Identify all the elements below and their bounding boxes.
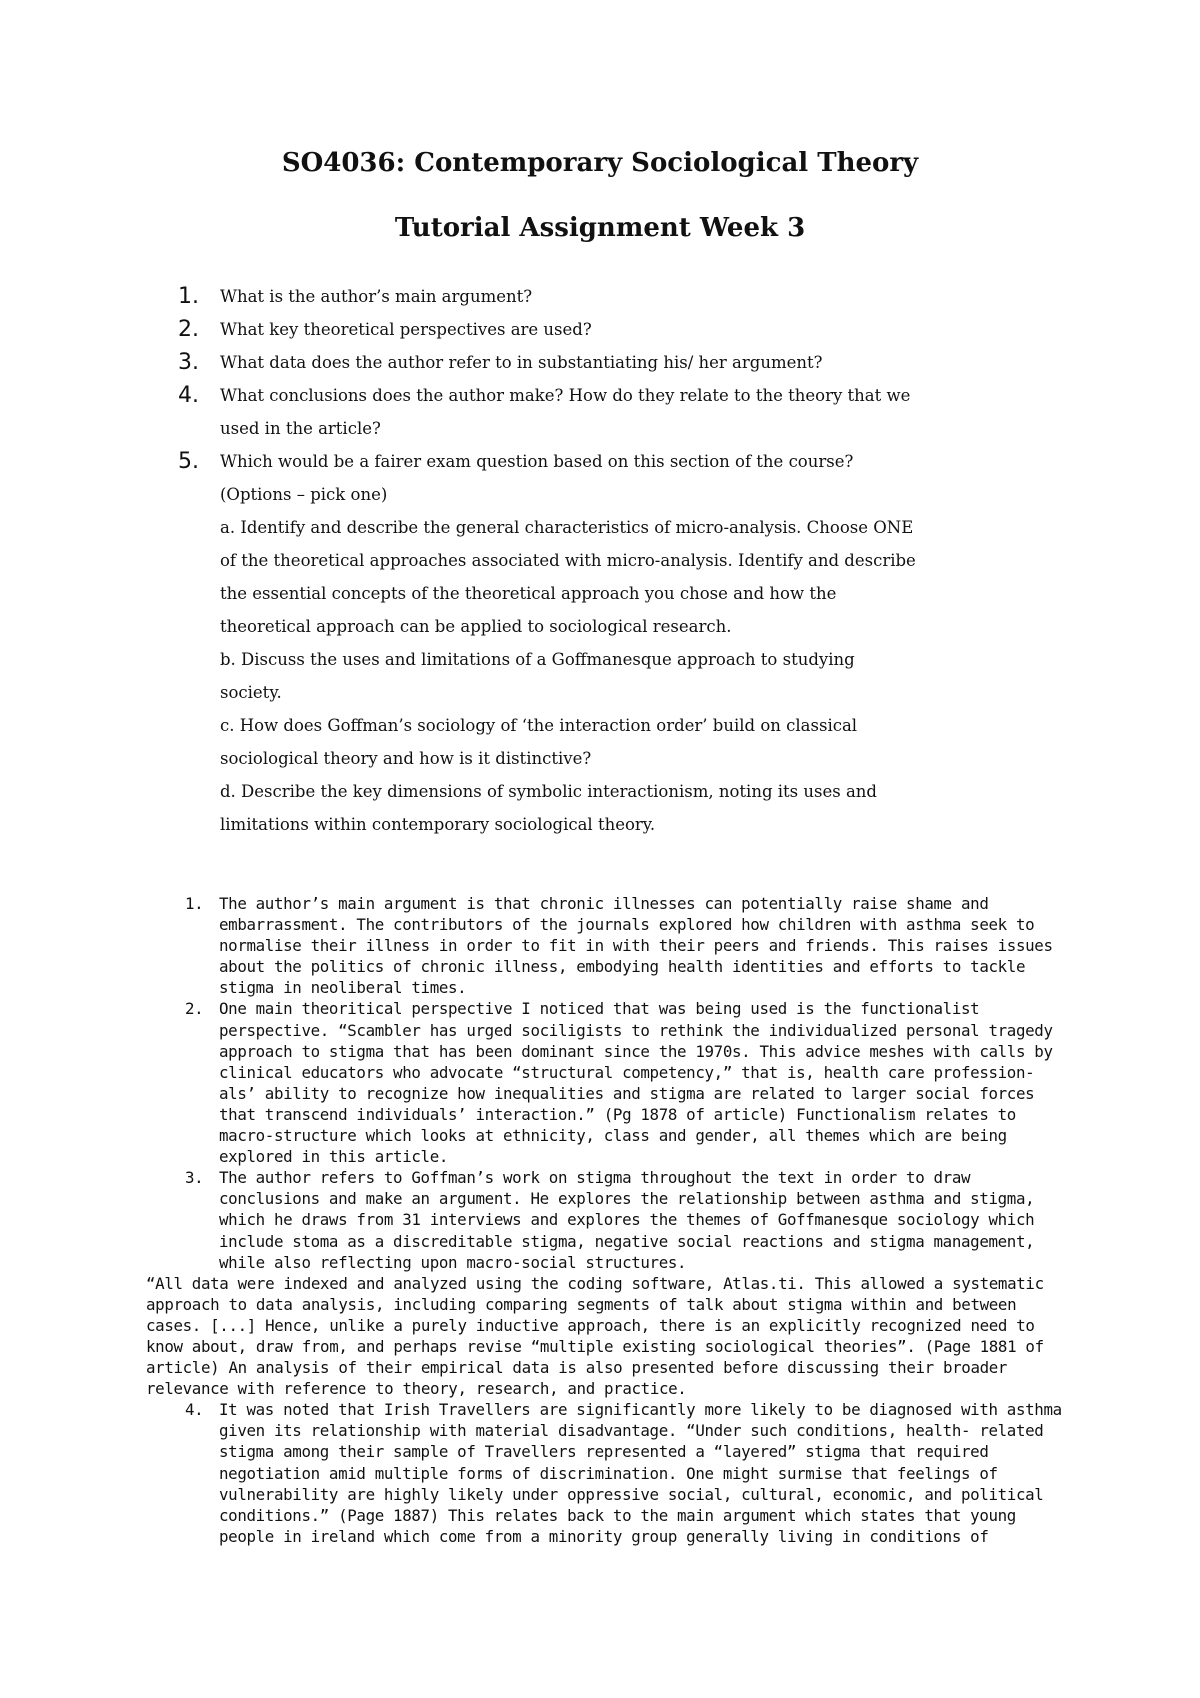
question-item bbox=[178, 280, 978, 313]
question-number: 1. bbox=[178, 284, 199, 309]
options-intro: (Options – pick one) bbox=[220, 485, 388, 504]
answer-text: The author’s main argument is that chronic illnesses can potentially raise shame and embarrassment. The contributors of the journals explored how children with asthma seek to normalise their illness in order to fit in with their peers and friends. This raises issues about the politics of chronic illness, embodying health identities and efforts to tackle stigma in neoliberal times. bbox=[219, 894, 1053, 998]
answer-list bbox=[146, 893, 1076, 1547]
answer-item bbox=[146, 998, 1076, 1167]
answer-number: 3. bbox=[185, 1168, 204, 1188]
question-item bbox=[178, 346, 978, 379]
question-text: Which would be a fairer exam question based on this section of the course? bbox=[220, 452, 854, 471]
question-item bbox=[178, 379, 930, 445]
question-text: What conclusions does the author make? How do they relate to the theory that we used in the article? bbox=[220, 386, 911, 438]
question-item bbox=[178, 445, 978, 478]
question-list bbox=[178, 280, 978, 841]
question-text: What data does the author refer to in substantiating his/ her argument? bbox=[220, 353, 823, 372]
answer-number: 4. bbox=[185, 1400, 204, 1420]
question-text: What key theoretical perspectives are used? bbox=[220, 320, 592, 339]
answer-item bbox=[146, 1399, 1076, 1547]
option-b: b. Discuss the uses and limitations of a Goffmanesque approach to studying society. bbox=[220, 650, 855, 702]
option-a: a. Identify and describe the general characteristics of micro-analysis. Choose ONE of the theoretical approaches associated with micro-analysis. Identify and describe the essential concepts of the theoretical approach you chose and how the theoretical approach can be applied to sociological research. bbox=[220, 518, 916, 636]
course-title: SO4036: Contemporary Sociological Theory bbox=[281, 148, 919, 178]
question-item bbox=[178, 313, 978, 346]
answer-number: 2. bbox=[185, 999, 204, 1019]
question-number: 5. bbox=[178, 449, 199, 474]
answer-item bbox=[146, 1167, 1076, 1272]
option-d: d. Describe the key dimensions of symbolic interactionism, noting its uses and limitations within contemporary sociological theory. bbox=[220, 782, 877, 834]
answer-3-quote: “All data were indexed and analyzed using the coding software, Atlas.ti. This allowed a systematic approach to data analysis, including comparing segments of talk about stigma within and between cases. [...] Hence, unlike a purely inductive approach, there is an explicitly recognized need to know about, draw from, and perhaps revise “multiple existing sociological theories”. (Page 1881 of article) An analysis of their empirical data is also presented before discussing their broader relevance with reference to theory, research, and practice. bbox=[146, 1273, 1044, 1399]
assignment-title: Tutorial Assignment Week 3 bbox=[394, 213, 806, 243]
answer-text: One main theoritical perspective I noticed that was being used is the functionalist perspective. “Scambler has urged sociligists to rethink the individualized personal tragedy approach to stigma that has been dominant since the 1970s. This advice meshes with calls by clinical educators who advocate “structural competency,” that is, health care profession- als’ ability to recognize how inequalities and stigma are related to larger social forces that transcend individuals’ interaction.” (Pg 1878 of article) Functionalism relates to macro-structure which looks at ethnicity, class and gender, all themes which are being explored in this article. bbox=[219, 999, 1053, 1167]
question-text: What is the author’s main argument? bbox=[220, 287, 533, 306]
answer-text: It was noted that Irish Travellers are significantly more likely to be diagnosed with asthma given its relationship with material disadvantage. “Under such conditions, health- related stigma among their sample of Travellers represented a “layered” stigma that required negotiation amid multiple forms of discrimination. One might surmise that feelings of vulnerability are highly likely under oppressive social, cultural, economic, and political conditions.” (Page 1887) This relates back to the main argument which states that young people in ireland which come from a minority group generally living in conditions of bbox=[219, 1400, 1062, 1546]
option-c: c. How does Goffman’s sociology of ‘the interaction order’ build on classical sociological theory and how is it distinctive? bbox=[220, 716, 858, 768]
answer-item bbox=[146, 893, 1076, 998]
question-number: 3. bbox=[178, 350, 199, 375]
answer-number: 1. bbox=[185, 894, 204, 913]
question-number: 4. bbox=[178, 383, 199, 408]
answer-text: The author refers to Goffman’s work on stigma throughout the text in order to draw conclusions and make an argument. He explores the relationship between asthma and stigma, which he draws from 31 interviews and explores the themes of Goffmanesque sociology which include stoma as a discreditable stigma, negative social reactions and stigma management, while also reflecting upon macro-social structures. bbox=[219, 1168, 1035, 1272]
question-number: 2. bbox=[178, 317, 199, 342]
